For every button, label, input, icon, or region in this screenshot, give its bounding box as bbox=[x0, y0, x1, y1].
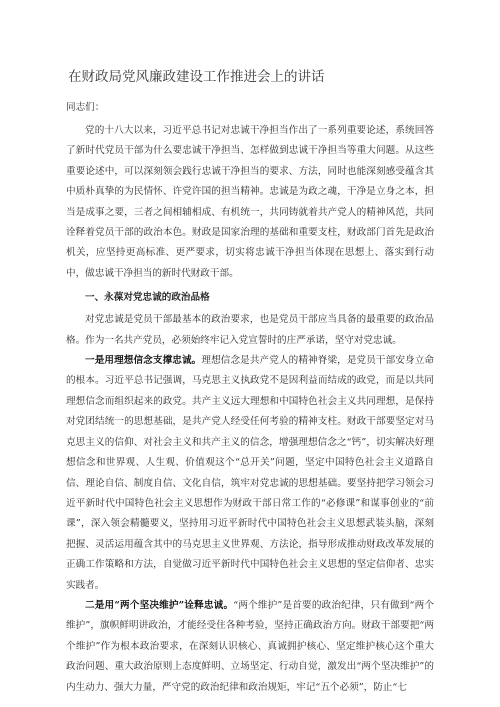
sub1-lead: 一是用理想信念支撑忠诚。 bbox=[85, 355, 202, 367]
sub1-paragraph bbox=[66, 351, 434, 596]
salutation: 同志们： bbox=[66, 102, 105, 113]
section1-heading: 一、永葆对党忠诚的政治品格 bbox=[85, 292, 210, 304]
intro-paragraph: 党的十八大以来，习近平总书记对忠诚干净担当作出了一系列重要论述，系统回答了新时代党员干部为什么要忠诚干净担当、怎样做到忠诚干净担当等重大问题。从这些重要论述中，可以深刻领会践行忠诚干净担当的要求、方法，同时也能深刻感受蕴含其中质朴真挚的为民情怀、许党许国的担当精神。忠诚是为政之魂，干净是立身之本，担当是成事之要，三者之间相辅相成、有机统一，共同铸就着共产党人的精神风范，共同诠释着党员干部的政治本色。财政是国家治理的基础和重要支柱，财政部门首先是政治机关，应坚持更高标准、更严要求，切实将忠诚干净担当体现在思想上、落实到行动中，做忠诚干净担当的新时代财政干部。 bbox=[66, 125, 434, 279]
sub2-text: “两个维护”是首要的政治纪律，只有做到“两个维护”，旗帜鲜明讲政治，才能经受住各种考验，坚持正确政治方向。财政干部要把“两个维护”作为根本政治要求，在深刻认识核心、真诚拥护核心、坚定维护核心这个重大政治问题、重大政治原则上态度鲜明、立场坚定、行动自觉，激发出“两个坚决维护”的内生动力、强大力量，严守党的政治纪律和政治规矩，牢记“五个必须”，防止“七 bbox=[66, 599, 434, 693]
sub2-paragraph bbox=[66, 596, 434, 698]
section1-paragraph: 对党忠诚是党员干部最基本的政治要求，也是党员干部应当具备的最重要的政治品格。作为一名共产党员，必须始终牢记入党宣誓时的庄严承诺，坚守对党忠诚。 bbox=[66, 314, 434, 346]
sub1-text: 理想信念是共产党人的精神脊梁，是党员干部安身立命的根本。习近平总书记强调，马克思主义执政党不是因利益而结成的政党，而是以共同理想信念而组织起来的政党。共产主义远大理想和中国特色社会主义共同理想，是保持对党团结统一的思想基础，是共产党人经受任何考验的精神支柱。财政干部要坚定对马克思主义的信仰、对社会主义和共产主义的信念，增强理想信念之“钙”，切实解决好理想信念和世界观、人生观、价值观这个“总开关”问题，坚定中国特色社会主义道路自信、理论自信、制度自信、文化自信，筑牢对党忠诚的思想基础。要坚持把学习领会习近平新时代中国特色社会主义思想作为财政干部日常工作的“必修课”和谋事创业的“前课”，深入领会精髓要义，坚持用习近平新时代中国特色社会主义思想武装头脑，深刻把握、灵活运用蕴含其中的马克思主义世界观、方法论，指导形成推动财政改革发展的正确工作策略和方法，自觉做习近平新时代中国特色社会主义思想的坚定信仰者、忠实实践者。 bbox=[66, 355, 435, 591]
sub2-lead: 二是用“两个坚决维护”诠释忠诚。 bbox=[85, 599, 234, 611]
document-title: 在财政局党风廉政建设工作推进会上的讲话 bbox=[68, 69, 325, 85]
